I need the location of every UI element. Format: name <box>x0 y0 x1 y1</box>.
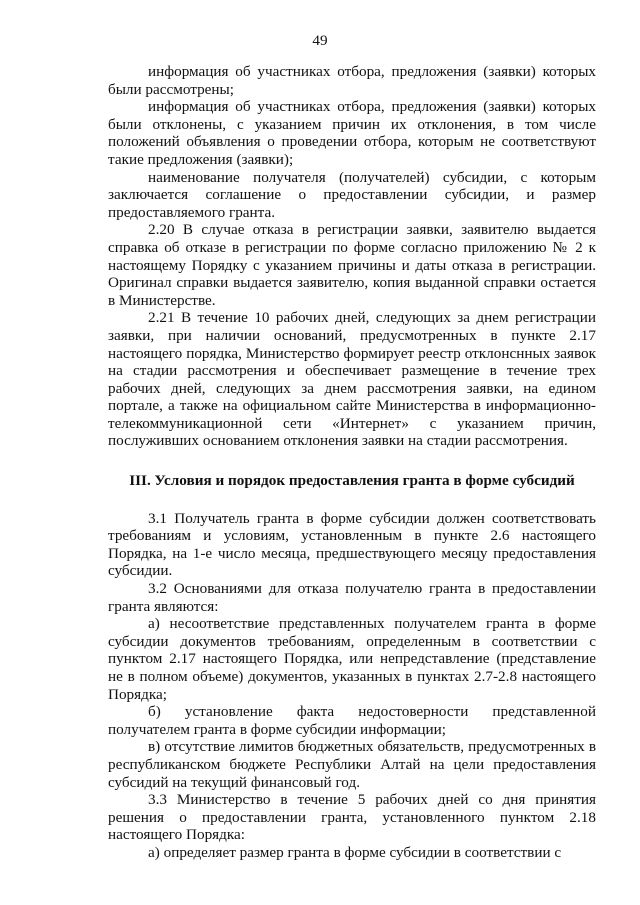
paragraph-2-21: 2.21 В течение 10 рабочих дней, следующих за днем регистрации заявки, при наличии оснований, предусмотренных в пункте 2.17 настоящего порядка, Министерство формирует реестр отклонснных заявок на стадии рассмотрения и обеспечивает размещение в течение трех рабочих дней, следующих за днем рассмотрения заявки, на едином портале, а также на официальном сайте Министерства в информационно-телекоммуникационной сети «Интернет» с указанием причин, послуживших основанием отклонения заявки на стадии рассмотрения. <box>108 309 596 450</box>
paragraph-2-20: 2.20 В случае отказа в регистрации заявки, заявителю выдается справка об отказе в регистрации по форме согласно приложению № 2 к настоящему Порядку с указанием причины и даты отказа в регистрации. Оригинал справки выдается заявителю, копия выданной справки остается в Министерстве. <box>108 221 596 309</box>
paragraph: информация об участниках отбора, предложения (заявки) которых были отклонены, с указанием причин их отклонения, в том числе положений объявления о проведении отбора, которым не соответствуют такие предложения (заявки); <box>108 98 596 168</box>
paragraph-3-2: 3.2 Основаниями для отказа получателю гранта в предоставлении гранта являются: <box>108 580 596 615</box>
paragraph-3-1: 3.1 Получатель гранта в форме субсидии должен соответствовать требованиям и условиям, установленным в пункте 2.6 настоящего Порядка, на 1-е число месяца, предшествующего месяцу предоставления субсидии. <box>108 509 596 580</box>
list-item-b: б) установление факта недостоверности представленной получателем гранта в форме субсидии информации; <box>108 703 596 738</box>
document-body <box>108 63 596 862</box>
list-item-a-3-3: а) определяет размер гранта в форме субсидии в соответствии с <box>148 843 562 861</box>
page-number: 49 <box>312 32 328 49</box>
paragraph: наименование получателя (получателей) субсидии, с которым заключается соглашение о предоставлении субсидии, и размер предоставляемого гранта. <box>108 168 596 221</box>
paragraph-3-3: 3.3 Министерство в течение 5 рабочих дней со дня принятия решения о предоставлении гранта, установленного пунктом 2.18 настоящего Порядка: <box>108 791 596 844</box>
paragraph: информация об участниках отбора, предложения (заявки) которых были рассмотрены; <box>108 63 596 98</box>
list-item-v: в) отсутствие лимитов бюджетных обязательств, предусмотренных в республиканском бюджете Республики Алтай на цели предоставления субсидий на текущий финансовый год. <box>108 738 596 791</box>
section-title: III. Условия и порядок предоставления гранта в форме субсидий <box>129 472 575 490</box>
list-item-a: а) несоответствие представленных получателем гранта в форме субсидии документов требованиям, определенным в соответствии с пунктом 2.17 настоящего Порядка, или непредставление (представление не в полном объеме) документов, указанных в пунктах 2.7-2.8 настоящего Порядка; <box>108 615 596 703</box>
